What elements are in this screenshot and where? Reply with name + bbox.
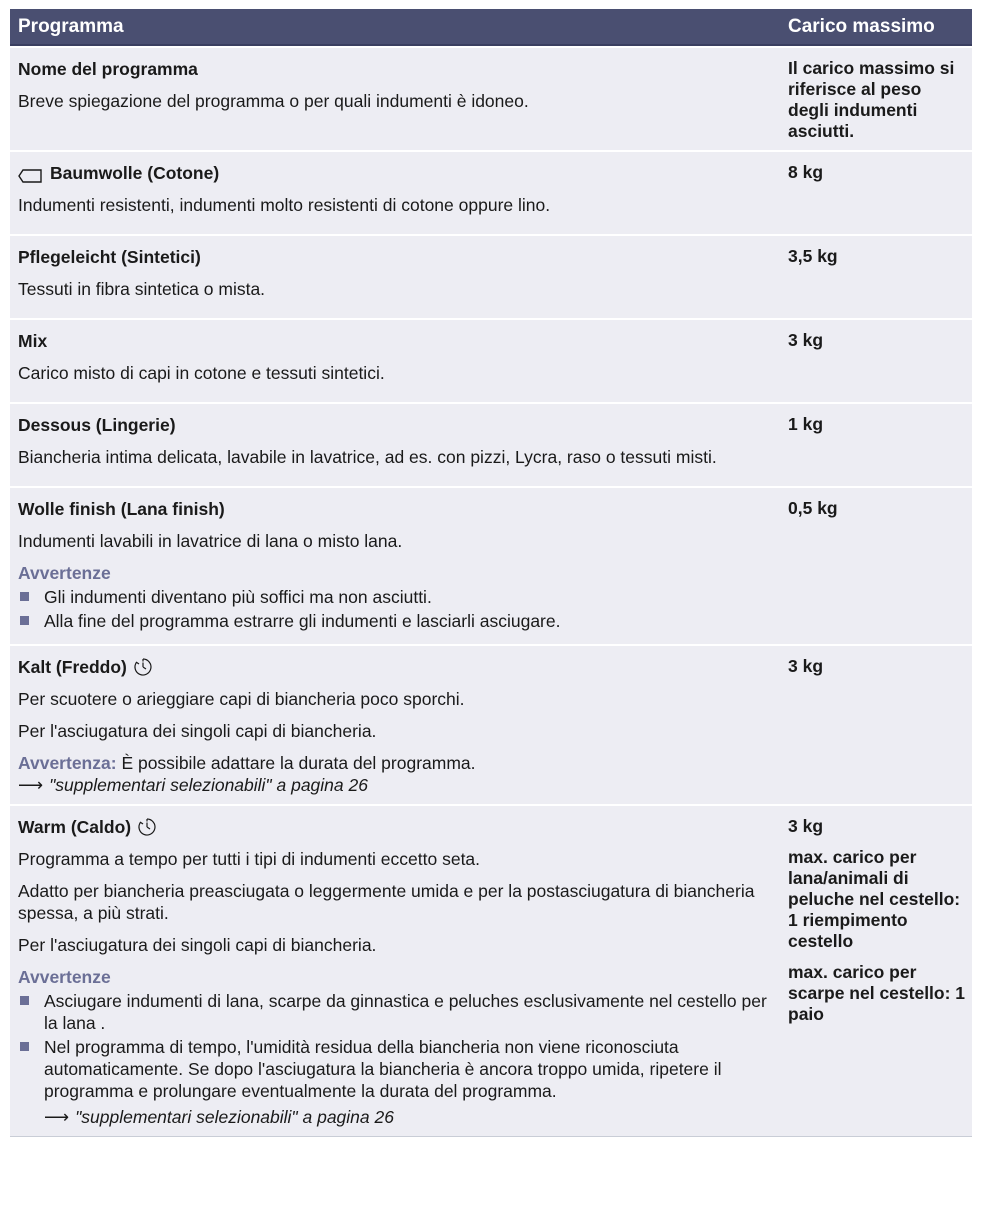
program-table [10, 9, 972, 1137]
program-desc: Per l'asciugatura dei singoli capi di biancheria. [18, 721, 377, 741]
program-row-mix [10, 318, 972, 402]
program-title: Kalt (Freddo) [18, 657, 127, 677]
program-desc: Indumenti lavabili in lavatrice di lana o misto lana. [18, 531, 403, 551]
program-load: 3 kg [788, 816, 824, 836]
program-desc: Carico misto di capi in cotone e tessuti sintetici. [18, 363, 385, 383]
program-name-label: Nome del programma [18, 59, 198, 79]
arrow-right-icon: ⟶ [44, 1107, 70, 1127]
note-item: Gli indumenti diventano più soffici ma non asciutti. [18, 586, 772, 608]
cross-reference [18, 774, 772, 796]
timer-icon [137, 817, 157, 837]
program-title: Dessous (Lingerie) [18, 415, 176, 435]
reference-link[interactable]: "supplementari selezionabili" a pagina 26 [49, 775, 368, 795]
program-desc: Programma a tempo per tutti i tipi di indumenti eccetto seta. [18, 849, 481, 869]
legend-row [10, 46, 972, 150]
program-desc: Adatto per biancheria preasciugata o leggermente umida e per la postasciugatura di biancheria spessa, a più strati. [18, 881, 755, 923]
note-text: È possibile adattare la durata del programma. [121, 753, 476, 773]
reference-link[interactable]: "supplementari selezionabili" a pagina 26 [75, 1107, 394, 1127]
shoes-basket-load: max. carico per scarpe nel cestello: 1 paio [788, 962, 966, 1024]
header-max-load: Carico massimo [788, 15, 935, 37]
program-row-lingerie [10, 402, 972, 486]
note-label: Avvertenza: [18, 753, 117, 773]
notes-list [18, 586, 772, 632]
program-row-wool-finish [10, 486, 972, 644]
cross-reference [18, 1106, 772, 1128]
program-desc: Per scuotere o arieggiare capi di biancheria poco sporchi. [18, 689, 465, 709]
cotton-symbol-icon [18, 166, 42, 180]
notes-heading: Avvertenze [18, 967, 111, 987]
note-item: Asciugare indumenti di lana, scarpe da ginnastica e peluches esclusivamente nel cestello per la lana . [18, 990, 772, 1034]
program-row-cold [10, 644, 972, 804]
program-desc: Indumenti resistenti, indumenti molto resistenti di cotone oppure lino. [18, 195, 551, 215]
program-title: Pflegeleicht (Sintetici) [18, 247, 201, 267]
program-title: Warm (Caldo) [18, 817, 132, 837]
program-load: 3 kg [788, 656, 824, 676]
notes-heading: Avvertenze [18, 563, 111, 583]
program-load: 3,5 kg [788, 246, 838, 266]
note-item: Nel programma di tempo, l'umidità residua della biancheria non viene riconosciuta automaticamente. Se dopo l'asciugatura la biancheria è ancora troppo umida, ripetere il programma e prolungare eventualmente la durata del programma. [18, 1036, 772, 1102]
note-line [18, 752, 772, 774]
bullet-square-icon [20, 592, 29, 601]
load-legend: Il carico massimo si riferisce al peso degli indumenti asciutti. [788, 58, 955, 141]
program-row-synthetics [10, 234, 972, 318]
program-desc: Per l'asciugatura dei singoli capi di biancheria. [18, 935, 377, 955]
bullet-square-icon [20, 616, 29, 625]
program-row-cotton [10, 150, 972, 234]
table-header [10, 9, 972, 46]
header-program: Programma [18, 15, 124, 37]
arrow-right-icon: ⟶ [18, 775, 44, 795]
bullet-square-icon [20, 1042, 29, 1051]
timer-icon [133, 657, 153, 677]
program-row-warm [10, 804, 972, 1136]
bullet-square-icon [20, 996, 29, 1005]
program-title: Mix [18, 331, 48, 351]
notes-list [18, 990, 772, 1102]
program-desc: Biancheria intima delicata, lavabile in lavatrice, ad es. con pizzi, Lycra, raso o tessuti misti. [18, 447, 717, 467]
wool-basket-load: max. carico per lana/animali di peluche nel cestello: 1 riempimento cestello [788, 847, 961, 951]
note-item: Alla fine del programma estrarre gli indumenti e lasciarli asciugare. [18, 610, 772, 632]
program-load: 3 kg [788, 330, 824, 350]
program-load: 1 kg [788, 414, 824, 434]
program-title: Baumwolle (Cotone) [50, 163, 220, 183]
program-desc: Tessuti in fibra sintetica o mista. [18, 279, 266, 299]
program-load: 8 kg [788, 162, 824, 182]
program-title: Wolle finish (Lana finish) [18, 499, 225, 519]
program-desc-label: Breve spiegazione del programma o per quali indumenti è idoneo. [18, 91, 529, 111]
program-load: 0,5 kg [788, 498, 838, 518]
